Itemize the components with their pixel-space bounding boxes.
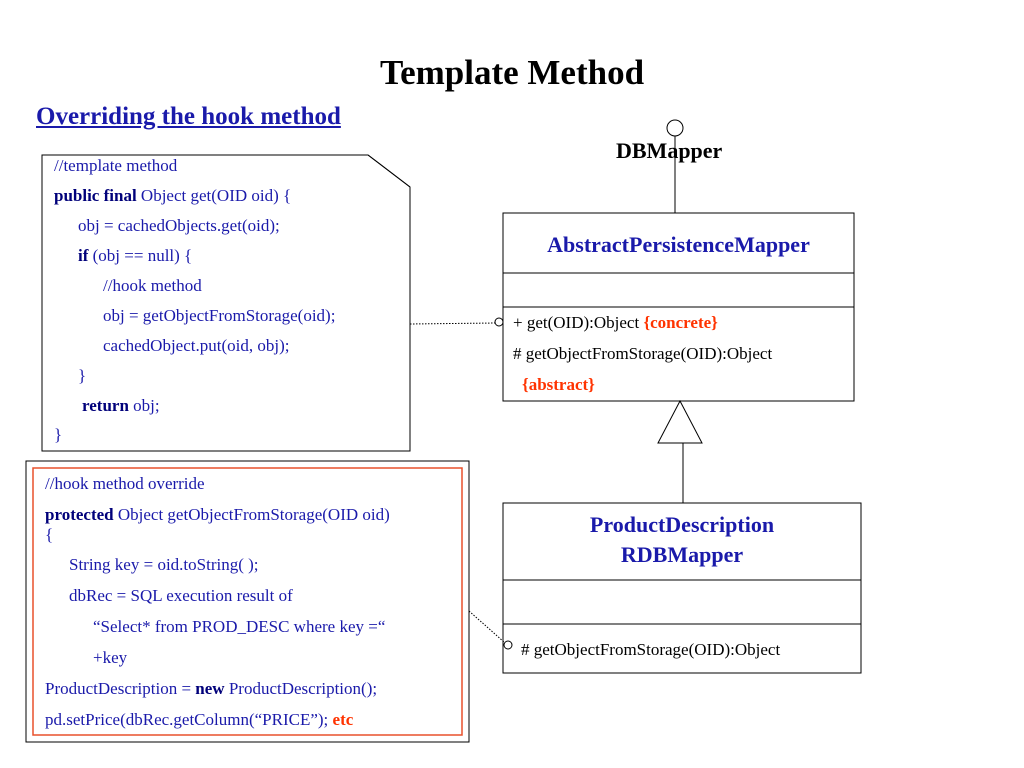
hook-note-connector: [469, 611, 504, 642]
note-line: obj = cachedObjects.get(oid);: [78, 216, 280, 235]
slide-title: Template Method: [379, 53, 645, 92]
note-line: if (obj == null) {: [78, 246, 193, 265]
template-note-anchor: [495, 318, 503, 326]
note-line: dbRec = SQL execution result of: [69, 586, 293, 605]
slide-subtitle: Overriding the hook method: [36, 103, 341, 130]
note-line: obj = getObjectFromStorage(oid);: [103, 306, 336, 325]
note-line: return obj;: [82, 396, 160, 415]
note-line: String key = oid.toString( );: [69, 555, 259, 574]
interface-label: DBMapper: [616, 138, 723, 163]
note-line: protected Object getObjectFromStorage(OID oid): [45, 505, 390, 524]
abstract-persistence-mapper-class: [503, 213, 854, 401]
note-line: ProductDescription = new ProductDescription();: [45, 679, 378, 698]
note-line: “Select* from PROD_DESC where key =“: [93, 617, 386, 636]
class-operation: # getObjectFromStorage(OID):Object: [513, 344, 773, 363]
note-line: pd.setPrice(dbRec.getColumn(“PRICE”); etc: [45, 710, 354, 729]
note-line: cachedObject.put(oid, obj);: [103, 336, 290, 355]
note-line: //hook method: [103, 276, 202, 295]
class-name-line1: ProductDescription: [589, 512, 775, 537]
note-line: //template method: [54, 156, 178, 175]
class-operation: # getObjectFromStorage(OID):Object: [521, 640, 781, 659]
note-line: public final Object get(OID oid) {: [54, 186, 292, 205]
note-line: +key: [93, 648, 128, 667]
class-name: AbstractPersistenceMapper: [547, 232, 810, 257]
abstract-tag: {abstract}: [522, 375, 595, 394]
interface-lollipop: [667, 120, 683, 136]
template-note-connector: [410, 323, 495, 324]
note-line: }: [78, 366, 87, 385]
note-line: {: [45, 525, 54, 544]
note-line: //hook method override: [45, 474, 205, 493]
class-operation: + get(OID):Object {concrete}: [513, 313, 718, 332]
note-line: }: [54, 425, 63, 444]
product-description-rdb-mapper-class: [503, 503, 861, 673]
class-name-line2: RDBMapper: [620, 542, 744, 567]
generalization-arrow: [658, 401, 702, 443]
